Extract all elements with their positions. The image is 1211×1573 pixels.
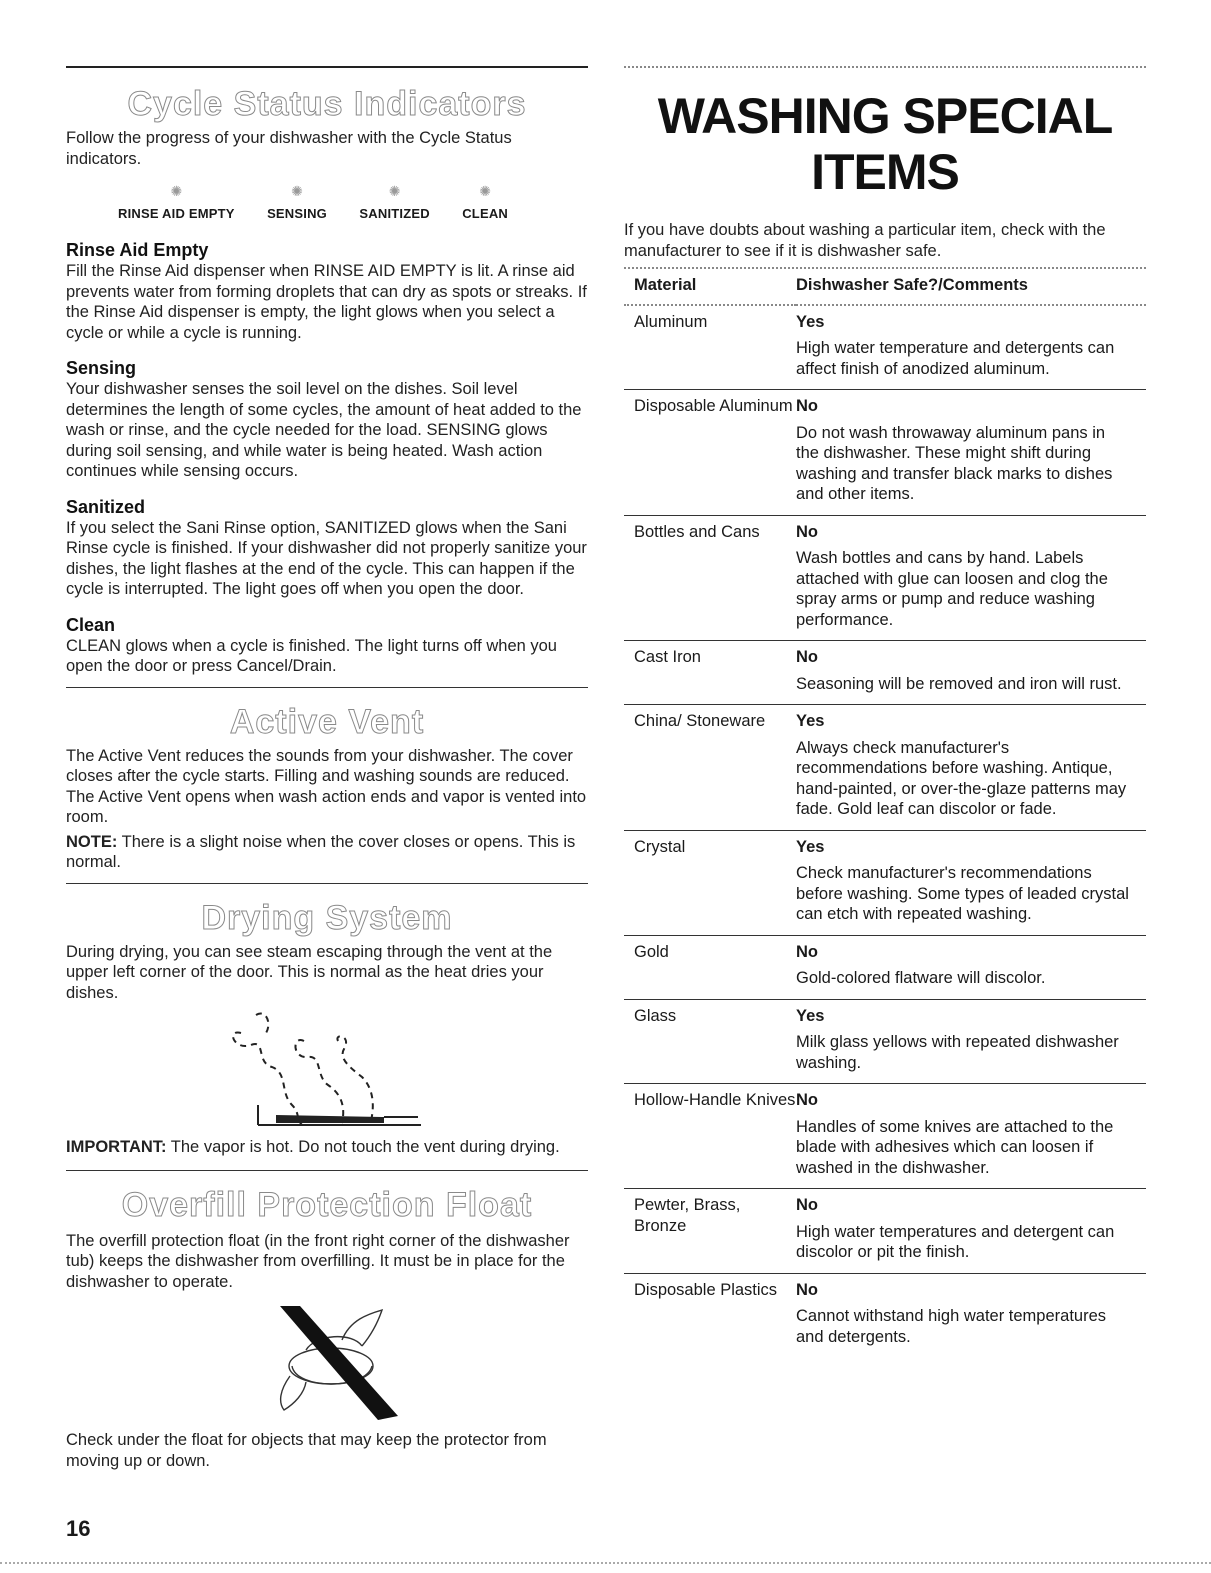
material-cell: Glass xyxy=(624,999,796,1084)
safe-verdict: No xyxy=(796,1091,818,1109)
item-comment: High water temperature and detergents can affect finish of anodized aluminum. xyxy=(796,339,1115,378)
material-cell: Hollow-Handle Knives xyxy=(624,1084,796,1189)
left-column xyxy=(66,66,588,1471)
overfill-check-text: Check under the float for objects that may keep the protector from moving up or down. xyxy=(66,1431,547,1470)
table-row xyxy=(624,1084,1146,1189)
material-cell: Disposable Aluminum xyxy=(624,390,796,516)
section-divider xyxy=(66,66,588,68)
right-column xyxy=(624,66,1146,1357)
washing-special-intro: If you have doubts about washing a particular item, check with the manufacturer to see if it is dishwasher safe. xyxy=(624,221,1106,260)
safe-verdict: No xyxy=(796,1196,818,1214)
rinse-aid-text: Fill the Rinse Aid dispenser when RINSE AID EMPTY is lit. A rinse aid prevents water from forming droplets that can dry as spots or streaks. If the Rinse Aid dispenser is empty, the light glows when you select a cycle or while a cycle is running. xyxy=(66,262,587,342)
drying-important: IMPORTANT: The vapor is hot. Do not touch the vent during drying. xyxy=(66,1138,560,1156)
rinse-aid-heading: Rinse Aid Empty xyxy=(66,240,209,260)
table-row xyxy=(624,515,1146,641)
column-header-safe: Dishwasher Safe?/Comments xyxy=(796,269,1146,305)
active-vent-note: NOTE: There is a slight noise when the cover closes or opens. This is normal. xyxy=(66,832,576,871)
table-row xyxy=(624,705,1146,831)
material-cell: Cast Iron xyxy=(624,641,796,705)
material-cell: Bottles and Cans xyxy=(624,515,796,641)
comment-cell xyxy=(796,1189,1146,1274)
table-row xyxy=(624,390,1146,516)
material-cell: Crystal xyxy=(624,830,796,935)
overfill-float-illustration xyxy=(66,1306,588,1422)
safe-verdict: Yes xyxy=(796,712,825,730)
sanitized-text: If you select the Sani Rinse option, SANITIZED glows when the Sani Rinse cycle is finished. If your dishwasher did not properly sanitize your dishes, the light flashes at the end of the cycle. This can happen if the cycle is interrupted. The light goes off when you open the door. xyxy=(66,518,587,598)
item-comment: Check manufacturer's recommendations before washing. Some types of leaded crystal can etch with repeated washing. xyxy=(796,864,1129,923)
safe-verdict: Yes xyxy=(796,312,825,331)
material-cell: China/ Stoneware xyxy=(624,705,796,831)
indicator-light-icon: ✺ xyxy=(170,183,183,199)
cycle-status-intro: Follow the progress of your dishwasher with the Cycle Status indicators. xyxy=(66,129,512,168)
page-number: 16 xyxy=(66,1516,91,1541)
special-items-table xyxy=(624,269,1146,1357)
washing-special-title: WASHING SPECIAL ITEMS xyxy=(657,88,1113,200)
comment-cell xyxy=(796,515,1146,641)
bottom-border xyxy=(0,1562,1211,1564)
comment-cell xyxy=(796,935,1146,999)
drying-system-text: During drying, you can see steam escaping through the vent at the upper left corner of the door. This is normal as the heat dries your dishes. xyxy=(66,942,553,1002)
section-divider xyxy=(66,883,588,884)
item-comment: Wash bottles and cans by hand. Labels attached with glue can loosen and clog the spray arms or pump and reduce washing performance. xyxy=(796,549,1108,629)
table-row xyxy=(624,305,1146,390)
drying-system-title: Drying System xyxy=(201,898,453,937)
column-header-material: Material xyxy=(624,269,796,305)
item-comment: Cannot withstand high water temperatures and detergents. xyxy=(796,1307,1107,1346)
table-row xyxy=(624,999,1146,1084)
clean-text: CLEAN glows when a cycle is finished. The light turns off when you open the door or press Cancel/Drain. xyxy=(66,636,557,675)
overfill-title: Overfill Protection Float xyxy=(121,1185,533,1224)
active-vent-title: Active Vent xyxy=(229,702,425,741)
sensing-text: Your dishwasher senses the soil level on the dishes. Soil level determines the length of some cycles, the amount of heat added to the wash or rinse, and the cycle needed for the load. SENSING glows during soil sensing, and while water is being heated. Wash action continues while sensing occurs. xyxy=(66,380,582,480)
item-comment: Seasoning will be removed and iron will rust. xyxy=(796,674,1122,693)
safe-verdict: Yes xyxy=(796,1006,825,1025)
safe-verdict: No xyxy=(796,942,818,961)
comment-cell xyxy=(796,830,1146,935)
comment-cell xyxy=(796,390,1146,516)
table-row xyxy=(624,1273,1146,1357)
item-comment: Gold-colored flatware will discolor. xyxy=(796,969,1046,987)
indicator-light-icon: ✺ xyxy=(291,183,303,199)
safe-verdict: No xyxy=(796,397,818,415)
clean-heading: Clean xyxy=(66,614,116,635)
material-cell: Aluminum xyxy=(624,305,796,390)
indicator-light-icon: ✺ xyxy=(479,183,491,199)
section-divider xyxy=(66,1170,588,1171)
item-comment: Always check manufacturer's recommendations before washing. Antique, hand-painted, or over-the-glaze patterns may fade. Gold leaf can discolor or fade. xyxy=(796,738,1127,818)
comment-cell xyxy=(796,1084,1146,1189)
table-row xyxy=(624,935,1146,999)
item-comment: Milk glass yellows with repeated dishwasher washing. xyxy=(796,1033,1119,1072)
item-comment: High water temperatures and detergent can discolor or pit the finish. xyxy=(796,1222,1115,1261)
comment-cell xyxy=(796,705,1146,831)
safe-verdict: No xyxy=(796,1280,818,1299)
material-cell: Pewter, Brass, Bronze xyxy=(624,1189,796,1274)
table-header-row xyxy=(624,269,1146,305)
safe-verdict: No xyxy=(796,522,818,541)
indicator-sensing: ✺ SENSING xyxy=(267,183,327,221)
section-divider xyxy=(624,66,1146,68)
table-row xyxy=(624,641,1146,705)
comment-cell xyxy=(796,1273,1146,1357)
item-comment: Do not wash throwaway aluminum pans in the dishwasher. These might shift during washing and transfer black marks to dishes and other items. xyxy=(796,423,1113,503)
sensing-heading: Sensing xyxy=(66,358,137,378)
indicator-row xyxy=(118,183,508,223)
overfill-text: The overfill protection float (in the front right corner of the dishwasher tub) keeps the dishwasher from overfilling. It must be in place for the dishwasher to operate. xyxy=(66,1231,570,1291)
steam-vent-illustration xyxy=(66,1007,588,1129)
safe-verdict: No xyxy=(796,648,818,666)
active-vent-text: The Active Vent reduces the sounds from your dishwasher. The cover closes after the cycle starts. Filling and washing sounds are reduced. The Active Vent opens when wash action ends and vapor is vented into room. xyxy=(66,746,587,826)
material-cell: Gold xyxy=(624,935,796,999)
sanitized-heading: Sanitized xyxy=(66,496,146,517)
item-comment: Handles of some knives are attached to the blade with adhesives which can loosen if washed in the dishwasher. xyxy=(796,1117,1114,1177)
material-cell: Disposable Plastics xyxy=(634,1280,778,1299)
comment-cell xyxy=(796,641,1146,705)
comment-cell xyxy=(796,305,1146,390)
table-row xyxy=(624,1189,1146,1274)
indicator-light-icon: ✺ xyxy=(388,183,401,199)
table-row xyxy=(624,830,1146,935)
indicator-rinse-aid-empty: ✺ RINSE AID EMPTY xyxy=(118,183,235,221)
indicator-sanitized: ✺ SANITIZED xyxy=(359,183,430,221)
comment-cell xyxy=(796,999,1146,1084)
section-divider xyxy=(66,687,588,688)
indicator-clean: ✺ CLEAN xyxy=(462,183,508,221)
cycle-status-title: Cycle Status Indicators xyxy=(127,85,527,123)
safe-verdict: Yes xyxy=(796,837,825,856)
